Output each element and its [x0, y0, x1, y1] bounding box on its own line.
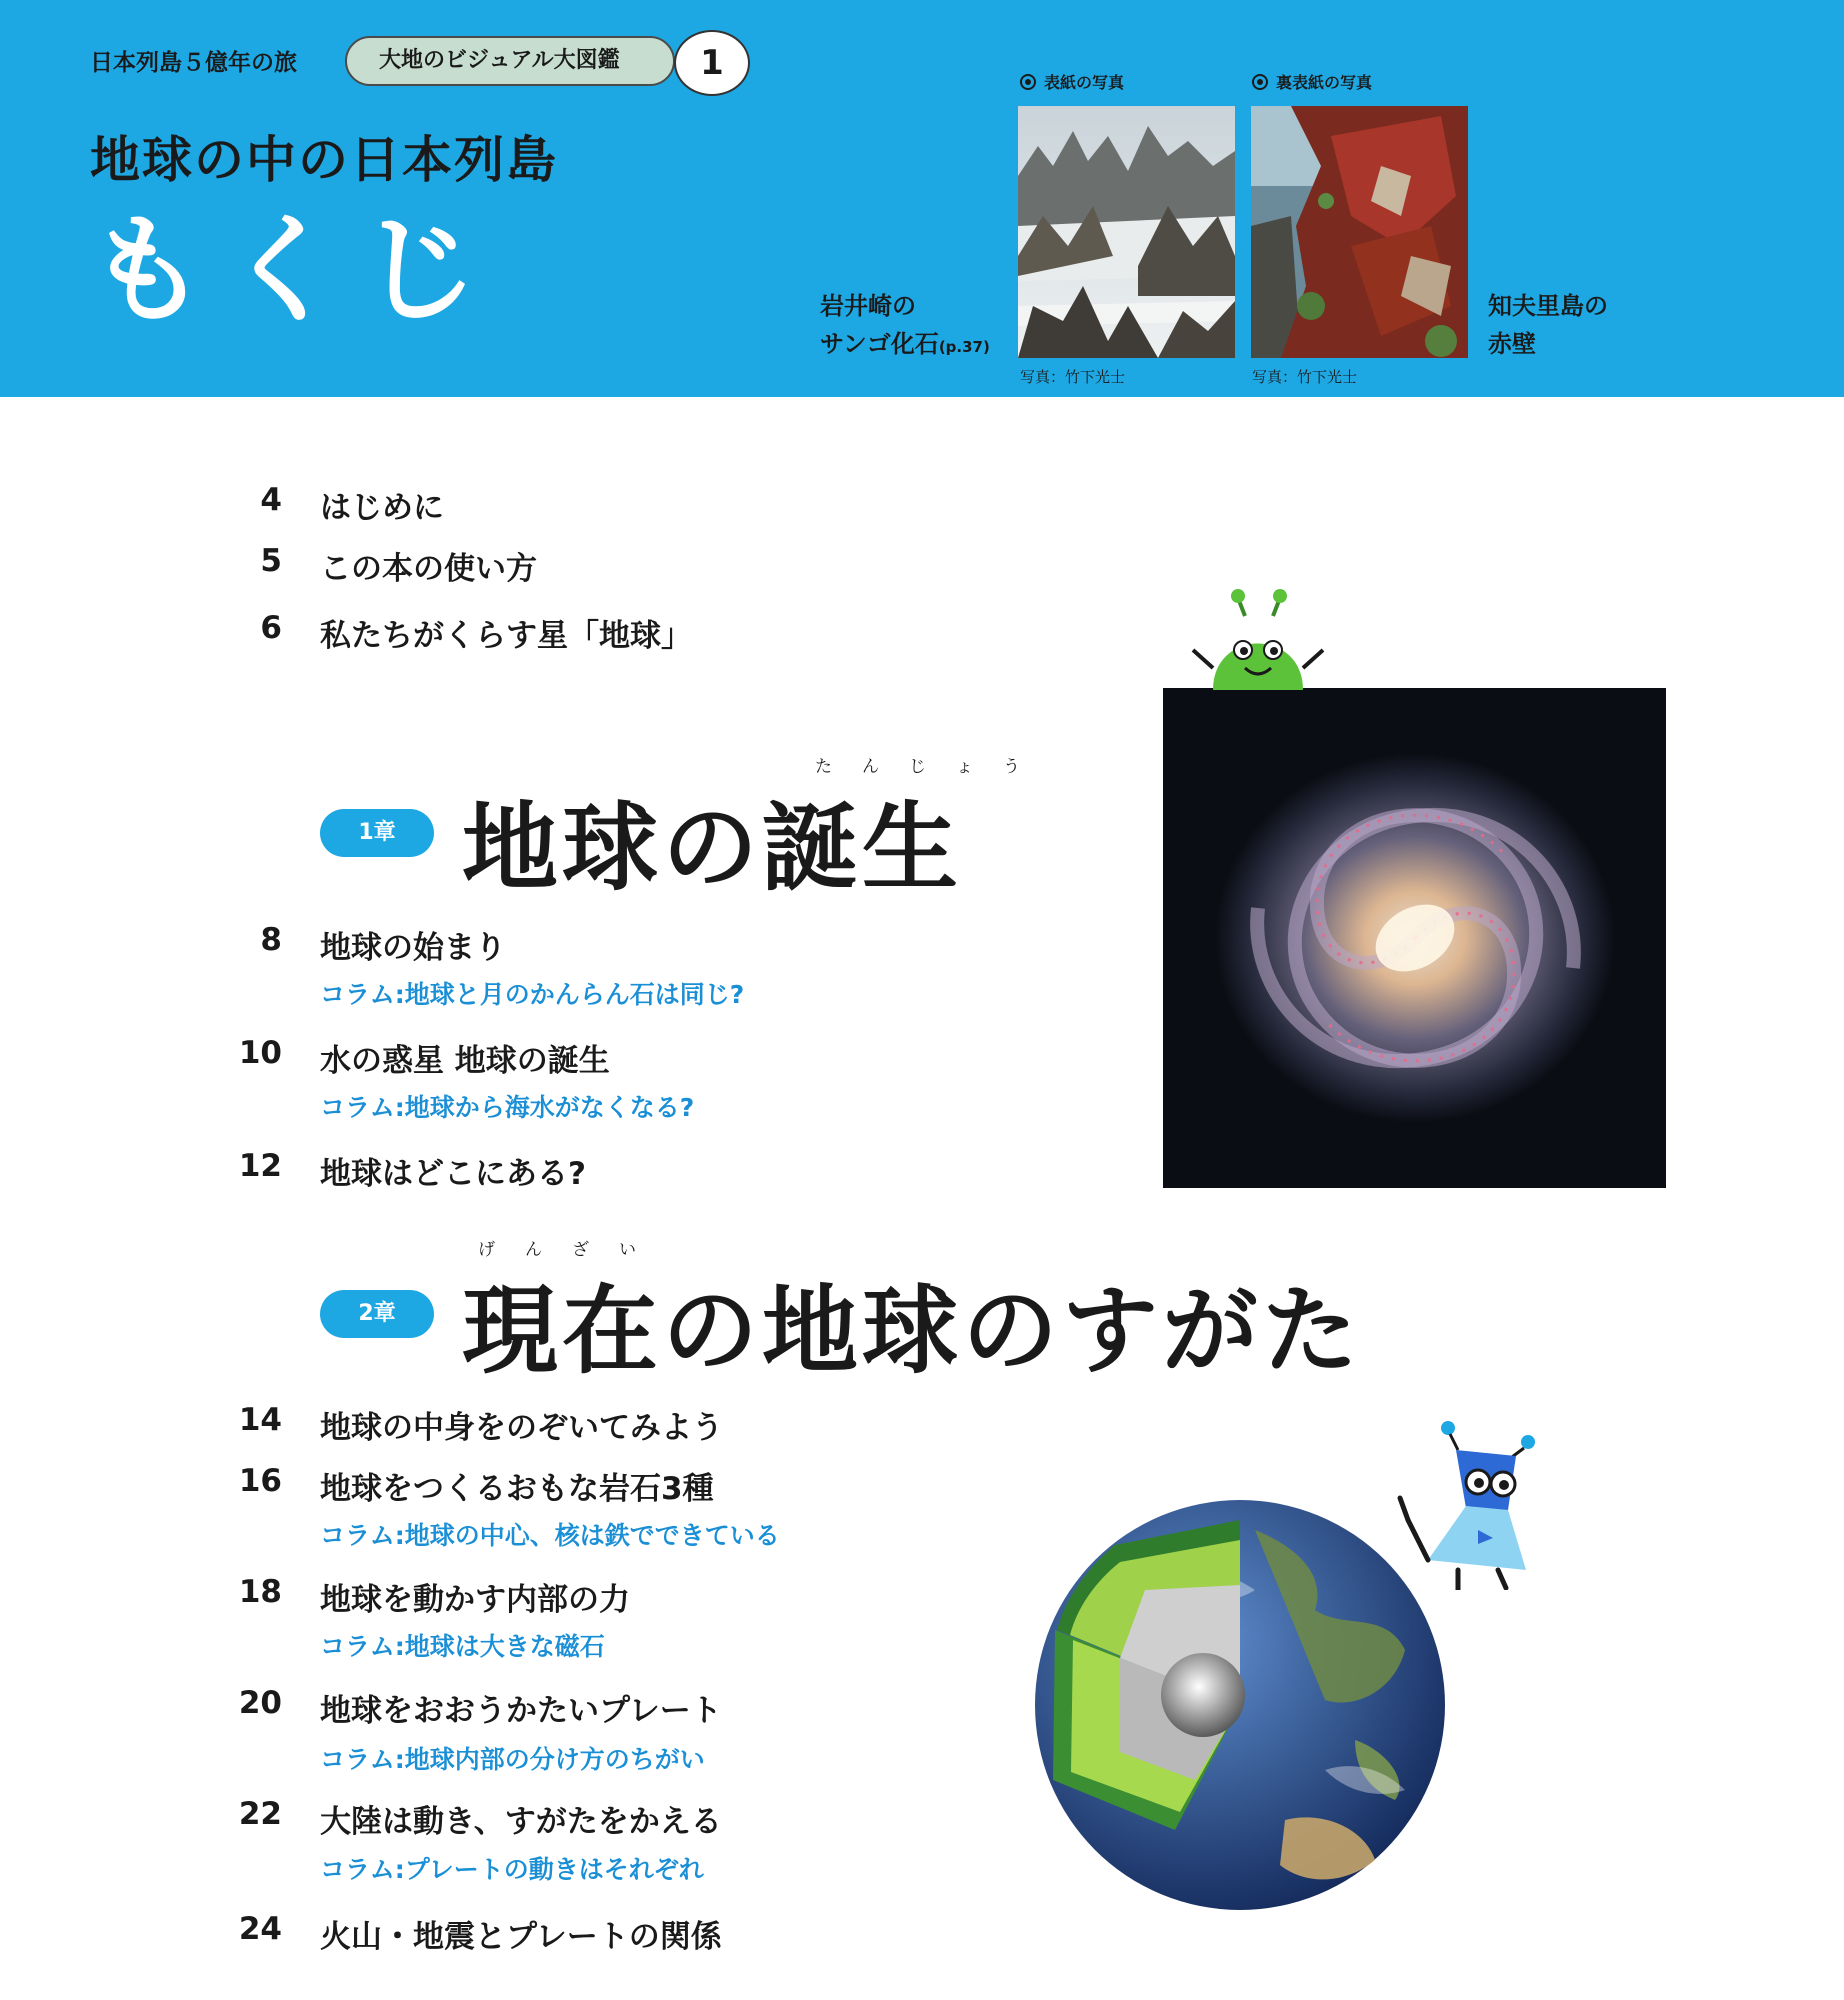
toc-column[interactable]: コラム:地球と月のかんらん石は同じ? — [320, 980, 745, 1009]
book-title: 地球の中の日本列島 — [90, 131, 558, 189]
chapter-1-title: 地球の誕生 — [462, 792, 962, 904]
front-cover-label-text: 表紙の写真 — [1044, 73, 1125, 92]
toc-page-number: 22 — [238, 1796, 282, 1832]
toc-item[interactable]: 水の惑星 地球の誕生 — [320, 1043, 610, 1079]
toc-item[interactable]: 大陸は動き、すがたをかえる — [320, 1804, 722, 1840]
front-caption-line1: 岩井崎の — [820, 292, 916, 320]
spiral-galaxy-illustration — [1163, 688, 1666, 1188]
red-cliff-image — [1251, 106, 1468, 358]
toc-item[interactable]: この本の使い方 — [320, 551, 537, 587]
alien-character-icon — [1183, 588, 1333, 690]
toc-item[interactable]: はじめに — [320, 490, 444, 526]
page-title: もくじ — [88, 201, 497, 339]
back-cover-caption — [1488, 287, 1608, 363]
green-alien-mascot — [1183, 588, 1333, 690]
front-photo-credit: 写真：竹下光士 — [1020, 368, 1126, 386]
galaxy-image — [1163, 688, 1666, 1188]
toc-item[interactable]: 地球をおおうかたいプレート — [320, 1693, 722, 1729]
toc-item[interactable]: 地球の始まり — [320, 930, 506, 966]
toc-item[interactable]: 地球をつくるおもな岩石3種 — [320, 1471, 714, 1507]
chapter-1-chip: 1章 — [320, 809, 434, 857]
toc-page-number: 18 — [238, 1574, 282, 1610]
toc-item[interactable]: 地球の中身をのぞいてみよう — [320, 1410, 723, 1446]
toc-page-number: 4 — [260, 482, 282, 518]
toc-column[interactable]: コラム:地球から海水がなくなる? — [320, 1093, 695, 1122]
toc-column[interactable]: コラム:プレートの動きはそれぞれ — [320, 1855, 704, 1884]
front-cover-photo — [1018, 106, 1235, 358]
blue-robot-mascot — [1348, 1420, 1538, 1590]
toc-item[interactable]: 地球を動かす内部の力 — [320, 1582, 630, 1618]
volume-number: 1 — [674, 30, 750, 96]
series-title: 日本列島５億年の旅 — [90, 50, 297, 76]
toc-page-number: 10 — [238, 1035, 282, 1071]
front-cover-caption — [820, 287, 990, 366]
toc-page-number: 14 — [238, 1402, 282, 1438]
target-icon — [1252, 74, 1268, 90]
back-cover-label — [1252, 70, 1372, 93]
front-cover-label — [1020, 70, 1124, 93]
toc-page-number: 5 — [260, 543, 282, 579]
series-subtitle-pill: 大地のビジュアル大図鑑 — [345, 36, 675, 86]
target-icon — [1020, 74, 1036, 90]
chapter-2-ruby: げんざい — [478, 1240, 666, 1260]
back-caption-line2: 赤壁 — [1488, 330, 1536, 358]
toc-page-number: 6 — [260, 610, 282, 646]
toc-item[interactable]: 私たちがくらす星「地球」 — [320, 618, 692, 654]
toc-column[interactable]: コラム:地球内部の分け方のちがい — [320, 1745, 705, 1774]
front-caption-line2: サンゴ化石 — [820, 330, 939, 358]
chapter-1-ruby: たんじょう — [815, 757, 1050, 777]
toc-column[interactable]: コラム:地球は大きな磁石 — [320, 1632, 605, 1661]
rocky-coast-image — [1018, 106, 1235, 358]
back-cover-photo — [1251, 106, 1468, 358]
robot-character-icon — [1348, 1420, 1538, 1590]
chapter-2-title: 現在の地球のすがた — [462, 1275, 1362, 1387]
toc-page-number: 24 — [238, 1911, 282, 1947]
toc-column[interactable]: コラム:地球の中心、核は鉄でできている — [320, 1521, 780, 1550]
toc-page-number: 16 — [238, 1463, 282, 1499]
chapter-2-chip: 2章 — [320, 1290, 434, 1338]
back-photo-credit: 写真：竹下光士 — [1252, 368, 1358, 386]
back-cover-label-text: 裏表紙の写真 — [1276, 73, 1373, 92]
front-caption-page: (p.37) — [938, 338, 990, 356]
toc-page-number: 8 — [260, 922, 282, 958]
toc-page-number: 20 — [238, 1685, 282, 1721]
toc-item[interactable]: 地球はどこにある? — [320, 1156, 586, 1192]
toc-page-number: 12 — [238, 1148, 282, 1184]
toc-item[interactable]: 火山・地震とプレートの関係 — [320, 1919, 722, 1955]
back-caption-line1: 知夫里島の — [1488, 292, 1608, 320]
header-banner — [0, 0, 1844, 397]
